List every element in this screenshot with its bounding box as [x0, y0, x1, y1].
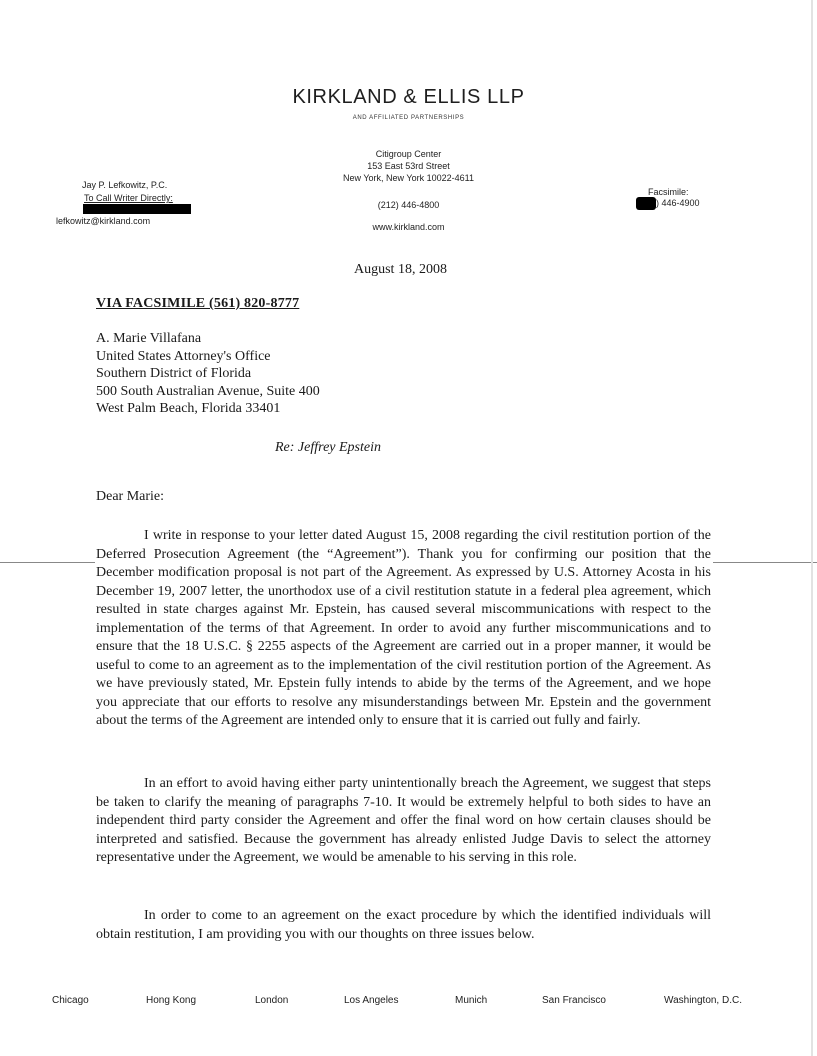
recipient-line: Southern District of Florida [96, 366, 252, 381]
facsimile-label: Facsimile: [648, 187, 689, 197]
firm-address [300, 148, 517, 184]
firm-name: KIRKLAND & ELLIS LLP [292, 86, 525, 108]
firm-subtitle: AND AFFILIATED PARTNERSHIPS [352, 115, 465, 121]
scan-edge [811, 0, 813, 1056]
writer-email: lefkowitz@kirkland.com [56, 216, 151, 226]
body-paragraph [96, 527, 711, 731]
office-city: Washington, D.C. [664, 995, 742, 1006]
office-city: Los Angeles [344, 995, 399, 1006]
letter-date: August 18, 2008 [354, 262, 447, 277]
recipient-line: A. Marie Villafana [96, 331, 202, 346]
office-city: Munich [455, 995, 488, 1006]
scan-artifact-line [0, 562, 95, 563]
office-city: Chicago [52, 995, 89, 1006]
address-line: New York, New York 10022-4611 [343, 173, 474, 183]
office-locations [0, 995, 817, 1009]
subject-line: Re: Jeffrey Epstein [275, 440, 381, 455]
scan-artifact-line [713, 562, 817, 563]
recipient-address [96, 330, 320, 418]
recipient-line: United States Attorney's Office [96, 348, 271, 364]
delivery-method: VIA FACSIMILE (561) 820-8777 [96, 296, 300, 311]
firm-phone: (212) 446-4800 [377, 200, 440, 210]
redaction-bar [636, 197, 656, 210]
recipient-line: West Palm Beach, Florida 33401 [96, 401, 281, 416]
paragraph-text: In order to come to an agreement on the exact procedure by which the identified individuals will obtain restitution, I am providing you with our thoughts on three issues below. [96, 908, 711, 942]
body-paragraph [96, 775, 711, 868]
salutation: Dear Marie: [96, 489, 165, 504]
writer-name: Jay P. Lefkowitz, P.C. [82, 180, 168, 190]
recipient-line: 500 South Australian Avenue, Suite 400 [96, 383, 320, 399]
paragraph-text: I write in response to your letter dated August 15, 2008 regarding the civil restitution portion of the Deferred Prosecution Agreement (the “Agreement”). Thank you for confirming our position that the December modification proposal is not part of the Agreement. As expressed by U.S. Attorney Acosta in his December 19, 2007 letter, the unorthodox use of a civil restitution statute in a federal plea agreement, which resulted in state charges against Mr. Epstein, has caused several miscommunications with respect to the implementation of the terms of that Agreement. In order to avoid any further miscommunications and to ensure that the 18 U.S.C. § 2255 aspects of the Agreement are carried out in a proper manner, it would be useful to come to an agreement as to the implementation of the civil restitution portion of the Agreement. As we have previously stated, Mr. Epstein fully intends to abide by the terms of the Agreement, and we hope you appreciate that our efforts to resolve any misunderstandings between Mr. Epstein and the government about the terms of the Agreement are intended only to ensure that it is carried out fully and fairly. [96, 528, 711, 728]
paragraph-text: In an effort to avoid having either party unintentionally breach the Agreement, we suggest that steps be taken to clarify the meaning of paragraphs 7-10. It would be extremely helpful to both sides to have an independent third party consider the Agreement and offer the final word on how certain clauses should be interpreted and satisfied. Because the government has already enlisted Judge Davis to select the attorney representative under the Agreement, we would be amenable to his serving in this role. [96, 776, 711, 865]
writer-direct-label: To Call Writer Directly: [84, 193, 173, 203]
body-paragraph [96, 907, 711, 944]
office-city: San Francisco [542, 995, 606, 1006]
facsimile-number: ) 446-4900 [656, 198, 700, 208]
redaction-bar [83, 204, 191, 214]
office-city: London [255, 995, 289, 1006]
address-line: Citigroup Center [375, 149, 442, 159]
office-city: Hong Kong [146, 995, 197, 1006]
firm-website: www.kirkland.com [372, 222, 445, 232]
address-line: 153 East 53rd Street [367, 161, 450, 171]
